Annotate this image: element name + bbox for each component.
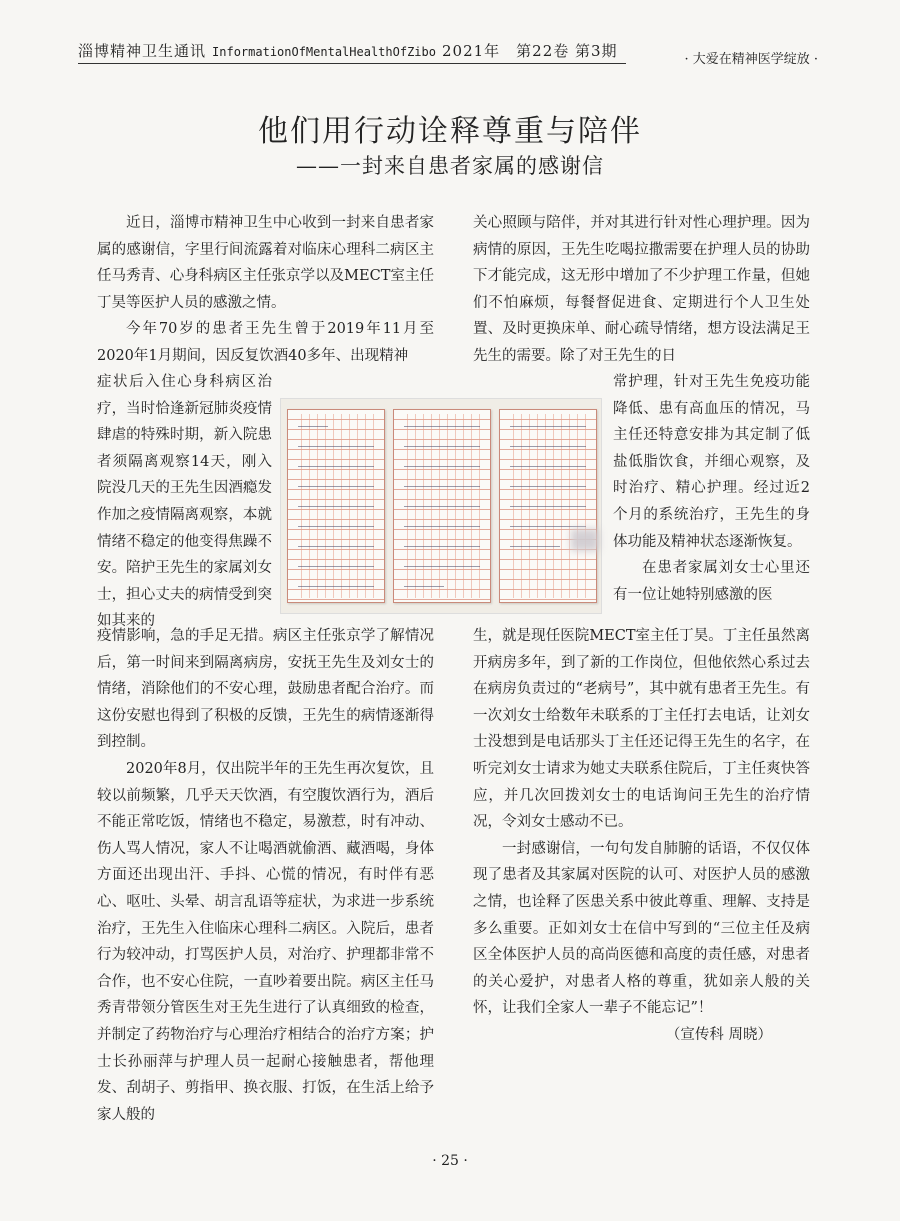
article-subtitle: ——一封来自患者家属的感谢信 [296,154,604,178]
letter-page [393,409,491,603]
paragraph: 常护理，针对王先生免疫功能降低、患有高血压的情况，马主任还特意安排为其定制了低盐低脂饮食，并细心观察，及时治疗、精心护理。经过近2个月的系统治疗，王先生的身体功能及精神状态逐渐恢复。 [613,374,810,550]
letter-photo [280,398,602,614]
left-column-bottom [97,623,434,1128]
header-slogan: · 大爱在精神医学绽放 · [684,52,818,67]
paragraph: 2020年8月，仅出院半年的王先生再次复饮，且较以前频繁，几乎天天饮酒，有空腹饮酒行为，酒后不能正常吃饭，情绪也不稳定，易激惹，时有冲动、伤人骂人情况，家人不让喝酒就偷酒、藏酒喝，身体方面还出现出汗、手抖、心慌的情况，有时伴有恶心、呕吐、头晕、胡言乱语等症状，为求进一步系统治疗，王先生入住临床心理科二病区。入院后，患者行为较冲动，打骂医护人员，对治疗、护理都非常不合作，也不安心住院，一直吵着要出院。病区主任马秀青带领分管医生对王先生进行了认真细致的检查，并制定了药物治疗与心理治疗相结合的治疗方案；护士长孙丽萍与护理人员一起耐心接触患者，帮他理发、刮胡子、剪指甲、换衣服、打饭，在生活上给予家人般的 [97,760,434,1123]
right-column-wrap [613,369,810,608]
redacted-signature [571,529,599,551]
paragraph: 在患者家属刘女士心里还有一位让她特别感激的医 [613,560,810,603]
left-column-top [97,210,434,370]
paragraph: 生，就是现任医院MECT室主任丁昊。丁主任虽然离开病房多年，到了新的工作岗位，但他依然心系过去在病房负责过的“老病号”，其中就有患者王先生。有一次刘女士给数年未联系的丁主任打去电话，让刘女士没想到是电话那头丁主任还记得王先生的名字，在听完刘女士请求为她丈夫联系住院后，丁主任爽快答应，并几次回拨刘女士的电话询问王先生的治疗情况，令刘女士感动不已。 [473,628,810,831]
paragraph: 一封感谢信，一句句发自肺腑的话语，不仅仅体现了患者及其家属对医院的认可、对医护人员的感激之情，也诠释了医患关系中彼此尊重、理解、支持是多么重要。正如刘女士在信中写到的“三位主任及病区全体医护人员的高尚医德和高度的责任感，对患者的关心爱护，对患者人格的尊重，犹如亲人般的关怀，让我们全家人一辈子不能忘记”！ [473,840,810,1017]
right-column-top [473,210,810,370]
journal-name: 淄博精神卫生通讯 [78,42,207,60]
issue-info: 2021年 第22卷 第3期 [441,42,618,60]
letter-page [287,409,385,603]
letter-page [499,409,597,603]
paragraph: 症状后入住心身科病区治疗，当时恰逢新冠肺炎疫情肆虐的特殊时期，新入院患者须隔离观察14天，刚入院没几天的王先生因酒瘾发作加之疫情隔离观察，本就情绪不稳定的他变得焦躁不安。陪护王先生的家属刘女士，担心丈夫的病情受到突如其来的 [97,374,272,630]
paragraph: 疫情影响，急的手足无措。病区主任张京学了解情况后，第一时间来到隔离病房，安抚王先生及刘女士的情绪，消除他们的不安心理，鼓励患者配合治疗。而这份安慰也得到了积极的反馈，王先生的病情逐渐得到控制。 [97,628,434,751]
paragraph: 关心照顾与陪伴，并对其进行针对性心理护理。因为病情的原因，王先生吃喝拉撒需要在护理人员的协助下才能完成，这无形中增加了不少护理工作量，但她们不怕麻烦，每餐督促进食、定期进行个人卫生处置、及时更换床单、耐心疏导情绪，想方设法满足王先生的需要。除了对王先生的日 [473,215,810,364]
page-number: · 25 · [432,1153,468,1169]
paragraph: 近日，淄博市精神卫生中心收到一封来自患者家属的感谢信，字里行间流露着对临床心理科二病区主任马秀青、心身科病区主任张京学以及MECT室主任丁昊等医护人员的感激之情。 [97,215,434,311]
paragraph: 今年70岁的患者王先生曾于2019年11月至2020年1月期间，因反复饮酒40多年、出现精神 [97,321,434,364]
left-column-wrap [97,369,272,635]
header-rule [78,63,626,64]
article-title: 他们用行动诠释尊重与陪伴 [258,114,642,149]
author-signature: （宣传科 周晓） [665,1026,772,1043]
right-column-bottom [473,623,810,1049]
running-header [78,40,618,61]
journal-english-name: InformationOfMentalHealthOfZibo [212,45,436,59]
